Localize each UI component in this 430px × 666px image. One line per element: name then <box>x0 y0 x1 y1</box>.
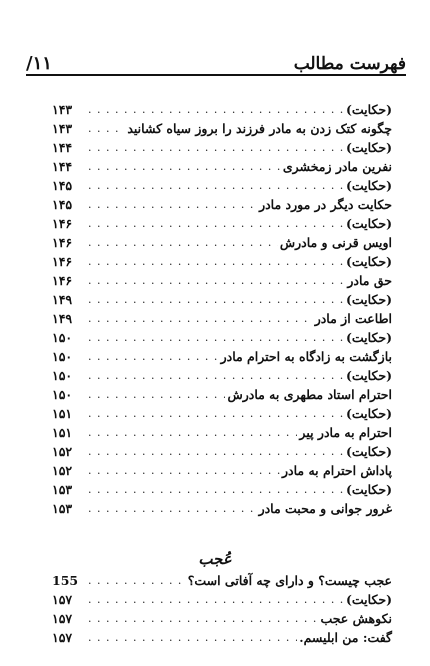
toc-entry-page: ۱۵۲ <box>52 444 73 459</box>
leader-dots <box>88 442 344 461</box>
leader-dots <box>88 480 344 499</box>
toc-entry-title: حکایت دیگر در مورد مادر <box>259 197 392 212</box>
toc-entry-page: ۱۵۷ <box>52 630 73 645</box>
toc-entry <box>52 309 392 328</box>
toc-list-top <box>52 100 392 518</box>
toc-entry <box>52 290 392 309</box>
toc-entry-page: ۱۵۷ <box>52 611 73 626</box>
leader-dots <box>88 590 344 609</box>
leader-dots <box>88 461 280 480</box>
toc-entry <box>52 195 392 214</box>
toc-entry <box>52 271 392 290</box>
toc-entry <box>52 214 392 233</box>
toc-entry-page: ۱۴۵ <box>52 178 73 193</box>
toc-entry <box>52 571 392 590</box>
leader-dots <box>88 366 344 385</box>
toc-entry-title: حق مادر <box>347 273 392 288</box>
toc-entry-title: (حکایت) <box>345 292 392 307</box>
leader-dots <box>88 138 344 157</box>
toc-entry-title: پاداش احترام به مادر <box>281 463 392 478</box>
leader-dots <box>88 100 344 119</box>
toc-entry <box>52 328 392 347</box>
toc-entry-page: 155 <box>52 573 79 588</box>
toc-entry-page: ۱۴۳ <box>52 121 73 136</box>
toc-entry-page: ۱۵۱ <box>52 425 73 440</box>
toc-entry <box>52 404 392 423</box>
toc-entry <box>52 252 392 271</box>
toc-entry-page: ۱۴۴ <box>52 140 73 155</box>
leader-dots <box>88 233 278 252</box>
toc-entry <box>52 442 392 461</box>
leader-dots <box>88 214 344 233</box>
leader-dots <box>88 609 318 628</box>
toc-entry <box>52 628 392 647</box>
toc-entry-page: ۱۵۳ <box>52 501 73 516</box>
toc-entry-page: ۱۵۷ <box>52 592 73 607</box>
header-rule <box>26 74 406 76</box>
toc-entry-page: ۱۵۰ <box>52 330 73 345</box>
toc-entry <box>52 423 392 442</box>
toc-entry <box>52 499 392 518</box>
toc-entry-page: ۱۴۶ <box>52 216 73 231</box>
toc-entry-title: نکوهش عجب <box>320 611 392 626</box>
toc-entry-title: نفرین مادر زمخشری <box>282 159 392 174</box>
toc-entry-title: (حکایت) <box>345 482 392 497</box>
toc-entry <box>52 347 392 366</box>
toc-entry-title: احترام به مادر پیر <box>299 425 392 440</box>
page-header <box>26 44 406 74</box>
section-heading: عُجب <box>198 550 232 568</box>
toc-entry-page: ۱۴۹ <box>52 311 73 326</box>
toc-entry-title: (حکایت) <box>345 216 392 231</box>
toc-entry <box>52 138 392 157</box>
toc-entry <box>52 590 392 609</box>
toc-entry <box>52 480 392 499</box>
leader-dots <box>88 385 225 404</box>
leader-dots <box>88 271 345 290</box>
toc-entry <box>52 100 392 119</box>
toc-entry-title: اطاعت از مادر <box>314 311 392 326</box>
toc-entry-title: (حکایت) <box>345 330 392 345</box>
toc-entry <box>52 176 392 195</box>
toc-entry-title: گفت: من ابلیسم. <box>299 630 392 645</box>
leader-dots <box>88 328 344 347</box>
toc-entry-title: (حکایت) <box>345 140 392 155</box>
toc-entry-title: بازگشت به زادگاه به احترام مادر <box>220 349 392 364</box>
toc-entry-title: (حکایت) <box>345 406 392 421</box>
toc-entry <box>52 233 392 252</box>
toc-entry-page: ۱۴۶ <box>52 254 73 269</box>
toc-entry-page: ۱۴۴ <box>52 159 73 174</box>
toc-entry-title: اویس قرنی و مادرش <box>279 235 392 250</box>
toc-entry-page: ۱۵۰ <box>52 387 73 402</box>
toc-list-bottom <box>52 571 392 647</box>
toc-entry-title: احترام استاد مطهری به مادرش <box>227 387 392 402</box>
toc-entry-title: (حکایت) <box>345 254 392 269</box>
toc-entry-title: (حکایت) <box>345 178 392 193</box>
header-page-number: ۱۱/ <box>26 53 52 74</box>
toc-entry-page: ۱۴۳ <box>52 102 73 117</box>
leader-dots <box>88 157 281 176</box>
toc-entry-page: ۱۵۲ <box>52 463 73 478</box>
toc-entry-page: ۱۵۱ <box>52 406 73 421</box>
toc-entry-page: ۱۴۶ <box>52 273 73 288</box>
toc-entry <box>52 366 392 385</box>
leader-dots <box>88 347 219 366</box>
toc-entry-title: (حکایت) <box>345 368 392 383</box>
toc-entry-page: ۱۵۳ <box>52 482 73 497</box>
toc-entry-title: غرور جوانی و محبت مادر <box>258 501 392 516</box>
toc-entry-title: (حکایت) <box>345 592 392 607</box>
leader-dots <box>88 309 313 328</box>
toc-entry-page: ۱۵۰ <box>52 368 73 383</box>
leader-dots <box>88 290 344 309</box>
header-title: فهرست مطالب <box>293 54 406 74</box>
leader-dots <box>88 404 344 423</box>
toc-entry-title: (حکایت) <box>345 444 392 459</box>
leader-dots <box>88 195 257 214</box>
toc-entry-page: ۱۴۵ <box>52 197 73 212</box>
toc-entry-page: ۱۴۶ <box>52 235 73 250</box>
leader-dots <box>88 499 257 518</box>
toc-entry-title: چگونه کتک زدن به مادر فرزند را بروز سیاه کشانید <box>127 121 392 136</box>
toc-entry-title: عجب چیست؟ و دارای چه آفاتی است؟ <box>187 573 392 588</box>
leader-dots <box>88 571 186 590</box>
leader-dots <box>88 423 297 442</box>
leader-dots <box>88 252 344 271</box>
toc-entry <box>52 461 392 480</box>
leader-dots <box>88 119 125 138</box>
leader-dots <box>88 628 297 647</box>
toc-entry <box>52 157 392 176</box>
toc-entry-page: ۱۵۰ <box>52 349 73 364</box>
toc-entry-page: ۱۴۹ <box>52 292 73 307</box>
toc-entry <box>52 385 392 404</box>
toc-entry-title: (حکایت) <box>345 102 392 117</box>
toc-entry <box>52 609 392 628</box>
toc-entry <box>52 119 392 138</box>
leader-dots <box>88 176 344 195</box>
